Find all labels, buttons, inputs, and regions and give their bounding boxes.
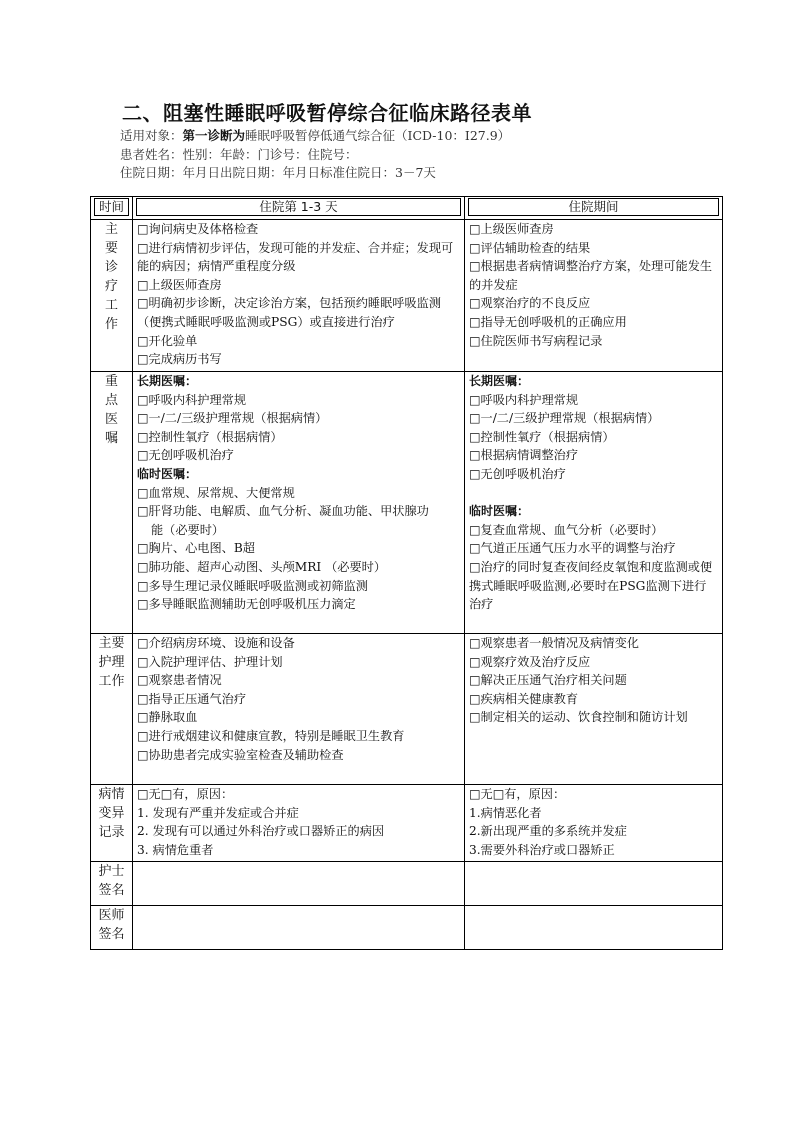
- order-item: □肺功能、超声心动图、头颅MRI （必要时）: [137, 559, 387, 574]
- spacer: [469, 484, 718, 503]
- label-char: 点: [104, 393, 118, 408]
- checklist-item: □指导正压通气治疗: [137, 691, 247, 706]
- checklist-item: □观察患者一般情况及病情变化: [469, 636, 639, 650]
- applicable-object-line: [120, 126, 510, 144]
- order-item: □根据病情调整治疗: [469, 448, 579, 463]
- label-line: 病情: [98, 787, 125, 802]
- order-item-continued: 能（必要时）: [151, 522, 225, 537]
- variance-item: □无□有，原因：: [137, 787, 234, 801]
- label-char: 嘱: [104, 431, 118, 446]
- variance-item: □无□有，原因：: [469, 787, 566, 801]
- row-nursing-work: [91, 634, 723, 785]
- label-line: 工作: [98, 674, 125, 689]
- order-item: □一/二/三级护理常规（根据病情）: [137, 411, 328, 426]
- variance-item: 3. 病情危重者: [137, 842, 214, 857]
- checklist-item: □住院医师书写病程记录: [469, 333, 603, 348]
- checklist-item: □观察疗效及治疗反应: [469, 654, 591, 669]
- checklist-item: □介绍病房环境、设施和设备: [137, 636, 295, 650]
- checklist-item: □协助患者完成实验室检查及辅助检查: [137, 747, 344, 762]
- variance-during-stay: [465, 785, 723, 862]
- label-char: 重: [104, 374, 118, 389]
- order-item: □呼吸内科护理常规: [469, 392, 579, 407]
- label-doctor-signature: [91, 906, 133, 950]
- clinical-pathway-table: [90, 196, 723, 950]
- temporary-orders-title: 临时医嘱：: [137, 466, 198, 481]
- row-doctor-signature: [91, 906, 723, 950]
- order-item: □气道正压通气压力水平的调整与治疗: [469, 541, 676, 556]
- checklist-item: □根据患者病情调整治疗方案，处理可能发生的并发症: [469, 259, 713, 292]
- header-col2-cell: [465, 197, 723, 220]
- row-main-work: [91, 220, 723, 372]
- order-item: □控制性氧疗（根据病情）: [469, 429, 615, 444]
- variance-item: 1. 发现有严重并发症或合并症: [137, 805, 299, 820]
- label-char: 疗: [104, 279, 118, 294]
- variance-day1-3: [133, 785, 465, 862]
- orders-during-stay: [465, 372, 723, 634]
- order-item: □胸片、心电图、B超: [137, 541, 255, 556]
- page-title: 二、阻塞性睡眠呼吸暂停综合征临床路径表单: [122, 101, 532, 125]
- row-nurse-signature: [91, 862, 723, 906]
- nurse-signature-day1-3[interactable]: [133, 862, 465, 906]
- label-line: 主要: [98, 636, 125, 651]
- admission-dates-line: 住院日期：年月日出院日期：年月日标准住院日：3－7天: [120, 165, 436, 180]
- order-item: □复查血常规、血气分析（必要时）: [469, 522, 664, 537]
- label-line: 签名: [98, 927, 125, 942]
- label-char: 诊: [104, 260, 118, 275]
- label-variance-record: [91, 785, 133, 862]
- label-char: 工: [104, 298, 118, 313]
- header-time: 时间: [94, 198, 129, 216]
- checklist-item: □进行病情初步评估，发现可能的并发症、合并症；发现可能的病因；病情严重程度分级: [137, 240, 454, 274]
- label-line: 护理: [98, 655, 125, 670]
- checklist-item: □疾病相关健康教育: [469, 691, 579, 706]
- nursing-day1-3: [133, 634, 465, 785]
- header-time-cell: [91, 197, 133, 220]
- label-line: 记录: [98, 825, 125, 840]
- checklist-item: □询问病史及体格检查: [137, 222, 259, 236]
- label-nurse-signature: [91, 862, 133, 906]
- checklist-item: □制定相关的运动、饮食控制和随访计划: [469, 710, 688, 725]
- order-item: □无创呼吸机治疗: [137, 448, 234, 463]
- checklist-item: □明确初步诊断，决定诊治方案，包括预约睡眠呼吸监测（便携式睡眠呼吸监测或PSG）或直接进行治疗: [137, 296, 442, 329]
- checklist-item: □静脉取血: [137, 710, 198, 725]
- label-line: 变异: [98, 806, 125, 821]
- checklist-item: □进行戒烟建议和健康宣教，特别是睡眠卫生教育: [137, 728, 405, 743]
- variance-item: 2.新出现严重的多系统并发症: [469, 824, 627, 839]
- label-main-work: [91, 220, 133, 372]
- long-term-orders-title: 长期医嘱：: [137, 374, 198, 388]
- order-item: □控制性氧疗（根据病情）: [137, 429, 283, 444]
- checklist-item: □评估辅助检查的结果: [469, 240, 591, 255]
- checklist-item: □上级医师查房: [137, 277, 222, 292]
- label-key-orders: [91, 372, 133, 634]
- order-item: □血常规、尿常规、大便常规: [137, 485, 295, 500]
- row-key-orders: [91, 372, 723, 634]
- label-line: 医师: [98, 908, 125, 923]
- first-diagnosis-label: 第一诊断为: [182, 128, 246, 143]
- checklist-item: □完成病历书写: [137, 352, 222, 367]
- label-char: 要: [104, 241, 118, 256]
- temporary-orders-title: 临时医嘱：: [469, 504, 530, 519]
- order-item: □多导睡眠监测辅助无创呼吸机压力滴定: [137, 597, 356, 612]
- nursing-during-stay: [465, 634, 723, 785]
- checklist-item: □观察患者情况: [137, 673, 222, 688]
- header-col1-cell: [133, 197, 465, 220]
- diagnosis-text: 睡眠呼吸暂停低通气综合征（ICD-10：I27.9）: [245, 128, 511, 143]
- variance-item: 3.需要外科治疗或口器矫正: [469, 842, 615, 857]
- main-work-day1-3: [133, 220, 465, 372]
- patient-info-line: 患者姓名：性别：年龄：门诊号：住院号：: [120, 147, 358, 162]
- row-variance-record: [91, 785, 723, 862]
- order-item: □呼吸内科护理常规: [137, 392, 247, 407]
- label-char: 主: [104, 222, 118, 237]
- checklist-item: □观察治疗的不良反应: [469, 296, 591, 311]
- header-during-stay: 住院期间: [468, 198, 719, 216]
- label-line: 护士: [98, 864, 125, 879]
- label-char: 作: [104, 317, 118, 332]
- label-nursing-work: [91, 634, 133, 785]
- doctor-signature-during-stay[interactable]: [465, 906, 723, 950]
- checklist-item: □解决正压通气治疗相关问题: [469, 673, 627, 688]
- order-item: □多导生理记录仪睡眠呼吸监测或初筛监测: [137, 578, 368, 593]
- order-item: □治疗的同时复查夜间经皮氧饱和度监测或便携式睡眠呼吸监测,必要时在PSG监测下进行治疗: [469, 559, 713, 612]
- header-day1-3: 住院第 1-3 天: [136, 198, 461, 216]
- checklist-item: □开化验单: [137, 333, 198, 348]
- variance-item: 2. 发现有可以通过外科治疗或口器矫正的病因: [137, 824, 385, 839]
- doctor-signature-day1-3[interactable]: [133, 906, 465, 950]
- applicable-object-prefix: 适用对象：: [120, 128, 183, 143]
- long-term-orders-title: 长期医嘱：: [469, 374, 530, 388]
- order-item: □无创呼吸机治疗: [469, 466, 566, 481]
- order-item: □肝肾功能、电解质、血气分析、凝血功能、甲状腺功: [137, 504, 429, 519]
- label-line: 签名: [98, 883, 125, 898]
- checklist-item: □上级医师查房: [469, 222, 554, 236]
- header-row: [91, 197, 723, 220]
- checklist-item: □入院护理评估、护理计划: [137, 654, 283, 669]
- variance-item: 1.病情恶化者: [469, 805, 542, 820]
- label-char: 医: [104, 412, 118, 427]
- order-item: □一/二/三级护理常规（根据病情）: [469, 411, 660, 426]
- orders-day1-3: [133, 372, 465, 634]
- checklist-item: □指导无创呼吸机的正确应用: [469, 314, 627, 329]
- main-work-during-stay: [465, 220, 723, 372]
- nurse-signature-during-stay[interactable]: [465, 862, 723, 906]
